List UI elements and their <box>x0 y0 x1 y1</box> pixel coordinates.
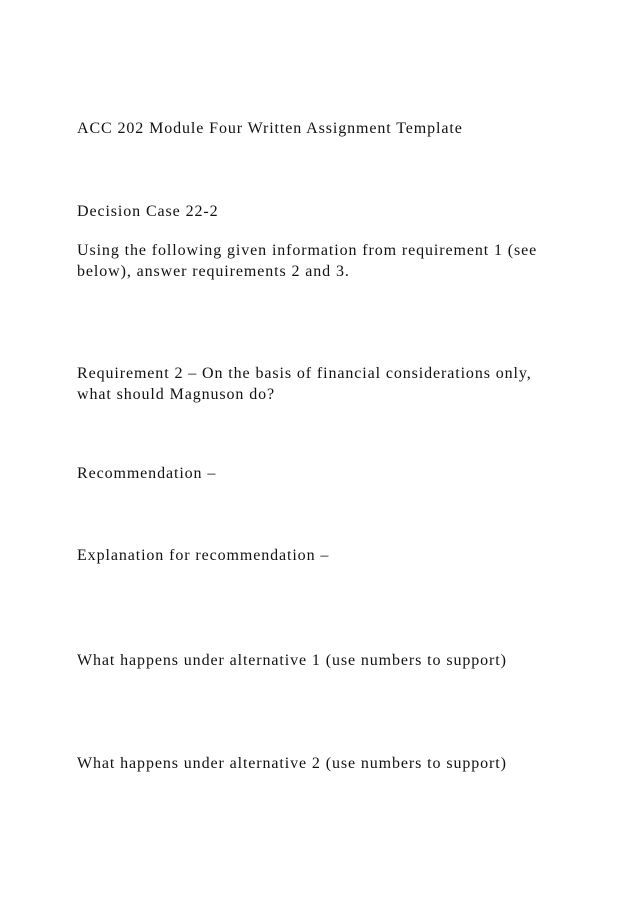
explanation-label: Explanation for recommendation – <box>77 547 330 564</box>
case-heading: Decision Case 22-2 <box>77 203 219 220</box>
requirement-2-line-2: what should Magnuson do? <box>77 386 276 403</box>
alternative-1-prompt: What happens under alternative 1 (use numbers to support) <box>77 652 507 669</box>
intro-line-1: Using the following given information from requirement 1 (see <box>77 242 538 259</box>
recommendation-label: Recommendation – <box>77 465 217 482</box>
intro-line-2: below), answer requirements 2 and 3. <box>77 263 350 280</box>
document-title: ACC 202 Module Four Written Assignment Template <box>77 120 463 137</box>
requirement-2-line-1: Requirement 2 – On the basis of financial considerations only, <box>77 365 532 382</box>
alternative-2-prompt: What happens under alternative 2 (use numbers to support) <box>77 755 507 772</box>
